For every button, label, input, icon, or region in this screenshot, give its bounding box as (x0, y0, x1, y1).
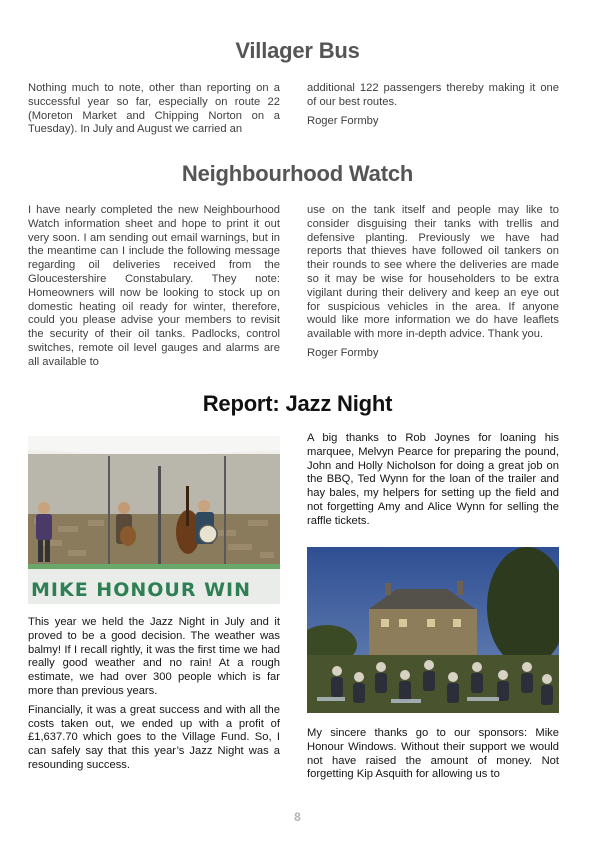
jazz-night-paragraph-3: A big thanks to Rob Joynes for loaning his marquee, Melvyn Pearce for preparing the pound, John and Holly Nicholson for doing a great job on the BBQ, Ted Wynn for the loan of the trailer and hay bales, my helpers for setting up the field and not forgetting Amy and Alice Wynn for selling the raffle tickets. (307, 432, 559, 527)
neighbourhood-watch-left-column (28, 204, 280, 375)
villager-bus-paragraph-2: additional 122 passengers thereby making it one of our best routes. (307, 82, 559, 108)
jazz-night-heading: Report: Jazz Night (202, 391, 393, 416)
neighbourhood-watch-signature: Roger Formby (307, 346, 379, 359)
jazz-night-right-column-bottom (307, 727, 559, 787)
jazz-crowd-photo (307, 547, 559, 713)
jazz-band-photo-illustration (28, 436, 280, 604)
villager-bus-right-column (307, 82, 559, 133)
jazz-night-paragraph-2: Financially, it was a great success and with all the costs taken out, we ended up with a profit of £1,637.70 which goes to the Village Fund. So, I can safely say that this year’s Jazz Night was a resounding success. (28, 703, 280, 771)
jazz-night-paragraph-1: This year we held the Jazz Night in July and it proved to be a good decision. The weather was balmy! If I recall rightly, it was the first time we had really good weather and no rain! At a rough estimate, we had over 300 people which is far more than previous years. (28, 616, 280, 697)
jazz-band-photo (28, 436, 280, 604)
neighbourhood-watch-right-column (307, 204, 559, 366)
jazz-night-left-column (28, 616, 280, 778)
villager-bus-signature: Roger Formby (307, 114, 379, 127)
jazz-crowd-photo-illustration (307, 547, 559, 713)
jazz-night-right-column-top (307, 432, 559, 534)
villager-bus-left-column (28, 82, 280, 142)
page-number: 8 (294, 810, 301, 824)
neighbourhood-watch-paragraph-1: I have nearly completed the new Neighbourhood Watch information sheet and hope to print it out very soon. I am sending out email warnings, but in the meantime can I include the following message regarding oil deliveries received from the Gloucestershire Constabulary. They note: Homeowners will now be looking to stock up on domestic heating oil ready for winter, therefore, could you please advise your members to revisit the security of their oil tanks. Padlocks, control switches, remote oil level gauges and alarms are all available to (28, 204, 280, 368)
villager-bus-paragraph-1: Nothing much to note, other than reporting on a successful year so far, especially on route 22 (Moreton Market and Chipping Norton on a Tuesday). In July and August we carried an (28, 82, 280, 136)
sponsor-banner-text: MIKE HONOUR WIN (31, 579, 252, 601)
neighbourhood-watch-paragraph-2: use on the tank itself and people may like to consider disguising their tanks with trellis and defensive planting. Previously we have had reports that thieves have followed oil tankers on their rounds to see where the deliveries are made so it may be wise for householders to be extra vigilant during their delivery and keep an eye out for suspicious vehicles in the area. If anyone would like more information we do have leaflets available with more in-depth advice. Thank you. (307, 204, 559, 341)
neighbourhood-watch-heading: Neighbourhood Watch (181, 161, 414, 186)
villager-bus-heading: Villager Bus (235, 38, 360, 63)
jazz-night-paragraph-4: My sincere thanks go to our sponsors: Mike Honour Windows. Without their support we would not have raised the amount of money. Not forgetting Kip Asquith for allowing us to (307, 727, 559, 781)
